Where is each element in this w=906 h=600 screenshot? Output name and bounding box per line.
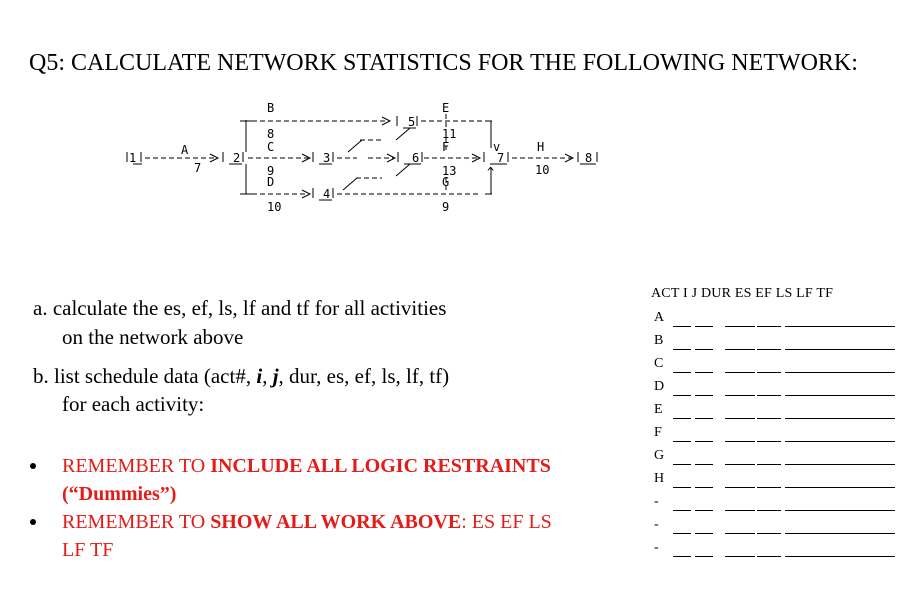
activity-B-dur: 8 bbox=[267, 127, 275, 141]
schedule-blank-line[interactable] bbox=[757, 372, 781, 373]
schedule-row bbox=[651, 540, 896, 563]
schedule-blank-line[interactable] bbox=[857, 326, 881, 327]
schedule-blank-line[interactable] bbox=[881, 556, 895, 557]
schedule-row-act: E bbox=[654, 402, 663, 417]
activity-G-dur: 9 bbox=[442, 200, 450, 214]
node-4 bbox=[313, 187, 480, 201]
schedule-row-act: A bbox=[654, 310, 665, 325]
schedule-blank-line[interactable] bbox=[673, 464, 691, 465]
schedule-row bbox=[651, 471, 896, 494]
node-3-label: 3 bbox=[323, 151, 331, 165]
schedule-blank-line[interactable] bbox=[809, 326, 833, 327]
schedule-blank-line[interactable] bbox=[695, 487, 713, 488]
activity-F-name: F bbox=[442, 140, 450, 154]
schedule-blank-line[interactable] bbox=[833, 533, 857, 534]
schedule-row bbox=[651, 379, 896, 402]
schedule-blank-line[interactable] bbox=[809, 556, 833, 557]
schedule-blank-line[interactable] bbox=[881, 441, 895, 442]
schedule-blank-line[interactable] bbox=[881, 487, 895, 488]
schedule-row-act: H bbox=[654, 471, 665, 486]
activity-E-name: E bbox=[442, 101, 450, 115]
schedule-blank-line[interactable] bbox=[857, 372, 881, 373]
schedule-blank-line[interactable] bbox=[695, 510, 713, 511]
schedule-blank-line[interactable] bbox=[881, 418, 895, 419]
schedule-blank-line[interactable] bbox=[695, 372, 713, 373]
schedule-blank-line[interactable] bbox=[785, 372, 809, 373]
schedule-blank-line[interactable] bbox=[881, 464, 895, 465]
activity-C bbox=[248, 140, 310, 178]
schedule-blank-line[interactable] bbox=[725, 533, 755, 534]
schedule-blank-line[interactable] bbox=[785, 510, 809, 511]
schedule-blank-line[interactable] bbox=[785, 487, 809, 488]
schedule-blank-line[interactable] bbox=[757, 510, 781, 511]
schedule-blank-line[interactable] bbox=[725, 395, 755, 396]
schedule-blank-line[interactable] bbox=[695, 464, 713, 465]
schedule-blank-line[interactable] bbox=[809, 418, 833, 419]
schedule-blank-line[interactable] bbox=[757, 487, 781, 488]
node-8 bbox=[578, 151, 597, 165]
schedule-row bbox=[651, 402, 896, 425]
activity-D-name: D bbox=[267, 175, 275, 189]
schedule-blank-line[interactable] bbox=[725, 556, 755, 557]
schedule-row bbox=[651, 333, 896, 356]
schedule-blank-line[interactable] bbox=[725, 418, 755, 419]
schedule-blank-line[interactable] bbox=[695, 349, 713, 350]
schedule-blank-line[interactable] bbox=[757, 349, 781, 350]
bullet-dot bbox=[30, 519, 36, 525]
question-title: Q5: CALCULATE NETWORK STATISTICS FOR THE FOLLOWING NETWORK: bbox=[29, 50, 858, 76]
schedule-blank-line[interactable] bbox=[833, 395, 857, 396]
schedule-blank-line[interactable] bbox=[673, 326, 691, 327]
schedule-blank-line[interactable] bbox=[673, 441, 691, 442]
schedule-blank-line[interactable] bbox=[833, 349, 857, 350]
schedule-blank-line[interactable] bbox=[809, 395, 833, 396]
schedule-blank-line[interactable] bbox=[673, 533, 691, 534]
schedule-blank-line[interactable] bbox=[809, 441, 833, 442]
schedule-row bbox=[651, 425, 896, 448]
arrow-v-glyph: v bbox=[493, 140, 501, 154]
task-b-j: j bbox=[272, 364, 279, 388]
schedule-row-act: - bbox=[654, 517, 659, 532]
arrow-caret-glyph: ^ bbox=[487, 165, 495, 179]
node-1 bbox=[127, 151, 142, 165]
node-5 bbox=[396, 115, 486, 140]
schedule-row-act: F bbox=[654, 425, 662, 440]
schedule-blank-line[interactable] bbox=[757, 533, 781, 534]
schedule-blank-line[interactable] bbox=[857, 395, 881, 396]
task-a-line1: a. calculate the es, ef, ls, lf and tf for all activities bbox=[33, 296, 447, 320]
schedule-blank-line[interactable] bbox=[695, 395, 713, 396]
schedule-blank-line[interactable] bbox=[673, 372, 691, 373]
schedule-blank-line[interactable] bbox=[725, 464, 755, 465]
schedule-blank-line[interactable] bbox=[725, 441, 755, 442]
task-b-i: i bbox=[256, 364, 263, 388]
schedule-blank-line[interactable] bbox=[673, 510, 691, 511]
schedule-blank-line[interactable] bbox=[785, 326, 809, 327]
schedule-blank-line[interactable] bbox=[857, 349, 881, 350]
schedule-blank-line[interactable] bbox=[785, 349, 809, 350]
schedule-blank-line[interactable] bbox=[673, 418, 691, 419]
schedule-blank-line[interactable] bbox=[785, 441, 809, 442]
node-1-label: 1 bbox=[129, 151, 137, 165]
bullet-dot bbox=[30, 463, 36, 469]
reminder-2-line2: LF TF bbox=[62, 539, 114, 561]
schedule-blank-line[interactable] bbox=[881, 326, 895, 327]
schedule-row-act: - bbox=[654, 540, 659, 555]
node-3 bbox=[313, 151, 357, 165]
node-7-label: 7 bbox=[497, 151, 505, 165]
schedule-blank-line[interactable] bbox=[695, 441, 713, 442]
schedule-blank-line[interactable] bbox=[725, 349, 755, 350]
schedule-blank-line[interactable] bbox=[785, 418, 809, 419]
schedule-blank-line[interactable] bbox=[809, 533, 833, 534]
schedule-blank-line[interactable] bbox=[725, 510, 755, 511]
schedule-blank-line[interactable] bbox=[725, 372, 755, 373]
node-6-label: 6 bbox=[412, 151, 420, 165]
schedule-blank-line[interactable] bbox=[757, 441, 781, 442]
schedule-blank-line[interactable] bbox=[757, 395, 781, 396]
schedule-blank-line[interactable] bbox=[857, 533, 881, 534]
schedule-blank-line[interactable] bbox=[833, 418, 857, 419]
schedule-blank-line[interactable] bbox=[881, 510, 895, 511]
activity-C-name: C bbox=[267, 140, 275, 154]
schedule-row-act: D bbox=[654, 379, 665, 394]
node-7 bbox=[484, 121, 508, 194]
schedule-blank-line[interactable] bbox=[857, 556, 881, 557]
schedule-blank-line[interactable] bbox=[809, 510, 833, 511]
activity-H bbox=[512, 140, 573, 177]
task-b-line1 bbox=[33, 364, 449, 389]
node-2 bbox=[223, 151, 243, 165]
schedule-blank-line[interactable] bbox=[725, 326, 755, 327]
task-b-prefix: b. list schedule data (act#, bbox=[33, 364, 257, 388]
dummy-3-5 bbox=[348, 140, 362, 152]
schedule-blank-line[interactable] bbox=[673, 487, 691, 488]
schedule-row-act: G bbox=[654, 448, 665, 463]
node-8-label: 8 bbox=[585, 151, 593, 165]
network-diagram bbox=[0, 0, 906, 240]
reminder-1-line2: (“Dummies”) bbox=[62, 483, 177, 505]
activity-C-dur: 9 bbox=[267, 164, 275, 178]
schedule-row bbox=[651, 310, 896, 333]
task-b-suffix: , dur, es, ef, ls, lf, tf) bbox=[278, 364, 450, 388]
activity-H-name: H bbox=[537, 140, 545, 154]
node-5-label: 5 bbox=[408, 115, 416, 129]
schedule-blank-line[interactable] bbox=[833, 487, 857, 488]
schedule-blank-line[interactable] bbox=[857, 441, 881, 442]
activity-B bbox=[240, 101, 390, 152]
schedule-blank-line[interactable] bbox=[725, 487, 755, 488]
schedule-blank-line[interactable] bbox=[673, 395, 691, 396]
schedule-row bbox=[651, 356, 896, 379]
schedule-row bbox=[651, 517, 896, 540]
activity-D bbox=[240, 164, 310, 214]
activity-A-dur: 7 bbox=[194, 161, 202, 175]
schedule-blank-line[interactable] bbox=[881, 349, 895, 350]
schedule-blank-line[interactable] bbox=[857, 464, 881, 465]
activity-E-dur: 11 bbox=[442, 127, 457, 141]
activity-F bbox=[424, 140, 480, 178]
node-2-label: 2 bbox=[233, 151, 241, 165]
node-4-label: 4 bbox=[323, 187, 331, 201]
schedule-blank-line[interactable] bbox=[881, 372, 895, 373]
schedule-blank-line[interactable] bbox=[857, 418, 881, 419]
activity-A bbox=[145, 143, 218, 175]
activity-G-name: G bbox=[442, 175, 450, 189]
schedule-blank-line[interactable] bbox=[857, 510, 881, 511]
schedule-blank-line[interactable] bbox=[833, 464, 857, 465]
schedule-blank-line[interactable] bbox=[757, 418, 781, 419]
task-a-line2: on the network above bbox=[62, 325, 244, 349]
activity-H-dur: 10 bbox=[535, 163, 550, 177]
schedule-blank-line[interactable] bbox=[881, 395, 895, 396]
schedule-blank-line[interactable] bbox=[833, 441, 857, 442]
activity-A-name: A bbox=[181, 143, 189, 157]
schedule-blank-line[interactable] bbox=[833, 326, 857, 327]
schedule-blank-line[interactable] bbox=[833, 510, 857, 511]
activity-B-name: B bbox=[267, 101, 275, 115]
schedule-blank-line[interactable] bbox=[673, 556, 691, 557]
activity-D-dur: 10 bbox=[267, 200, 282, 214]
schedule-blank-line[interactable] bbox=[809, 487, 833, 488]
reminder-2-line1: REMEMBER TO SHOW ALL WORK ABOVE: ES EF LS bbox=[62, 511, 552, 533]
schedule-blank-line[interactable] bbox=[695, 326, 713, 327]
schedule-blank-line[interactable] bbox=[809, 464, 833, 465]
schedule-blank-line[interactable] bbox=[833, 556, 857, 557]
schedule-blank-line[interactable] bbox=[785, 533, 809, 534]
node-6 bbox=[396, 151, 422, 176]
schedule-blank-line[interactable] bbox=[695, 418, 713, 419]
schedule-blank-line[interactable] bbox=[695, 556, 713, 557]
schedule-blank-line[interactable] bbox=[785, 556, 809, 557]
schedule-header: ACT I J DUR ES EF LS LF TF bbox=[651, 286, 834, 301]
reminder-1-line1: REMEMBER TO INCLUDE ALL LOGIC RESTRAINTS bbox=[62, 455, 551, 477]
schedule-blank-line[interactable] bbox=[785, 395, 809, 396]
schedule-row-act: B bbox=[654, 333, 664, 348]
schedule-row-act: - bbox=[654, 494, 659, 509]
schedule-row bbox=[651, 448, 896, 471]
schedule-blank-line[interactable] bbox=[809, 372, 833, 373]
schedule-row-act: C bbox=[654, 356, 664, 371]
schedule-blank-line[interactable] bbox=[785, 464, 809, 465]
task-b-comma: , bbox=[262, 364, 273, 388]
schedule-row bbox=[651, 494, 896, 517]
schedule-blank-line[interactable] bbox=[695, 533, 713, 534]
schedule-blank-line[interactable] bbox=[809, 349, 833, 350]
schedule-blank-line[interactable] bbox=[757, 556, 781, 557]
dummy-4-6 bbox=[343, 178, 357, 190]
schedule-blank-line[interactable] bbox=[757, 464, 781, 465]
schedule-blank-line[interactable] bbox=[757, 326, 781, 327]
schedule-blank-line[interactable] bbox=[857, 487, 881, 488]
activity-F-dur: 13 bbox=[442, 164, 457, 178]
schedule-blank-line[interactable] bbox=[881, 533, 895, 534]
schedule-blank-line[interactable] bbox=[673, 349, 691, 350]
task-b-line2: for each activity: bbox=[62, 392, 205, 416]
schedule-blank-line[interactable] bbox=[833, 372, 857, 373]
